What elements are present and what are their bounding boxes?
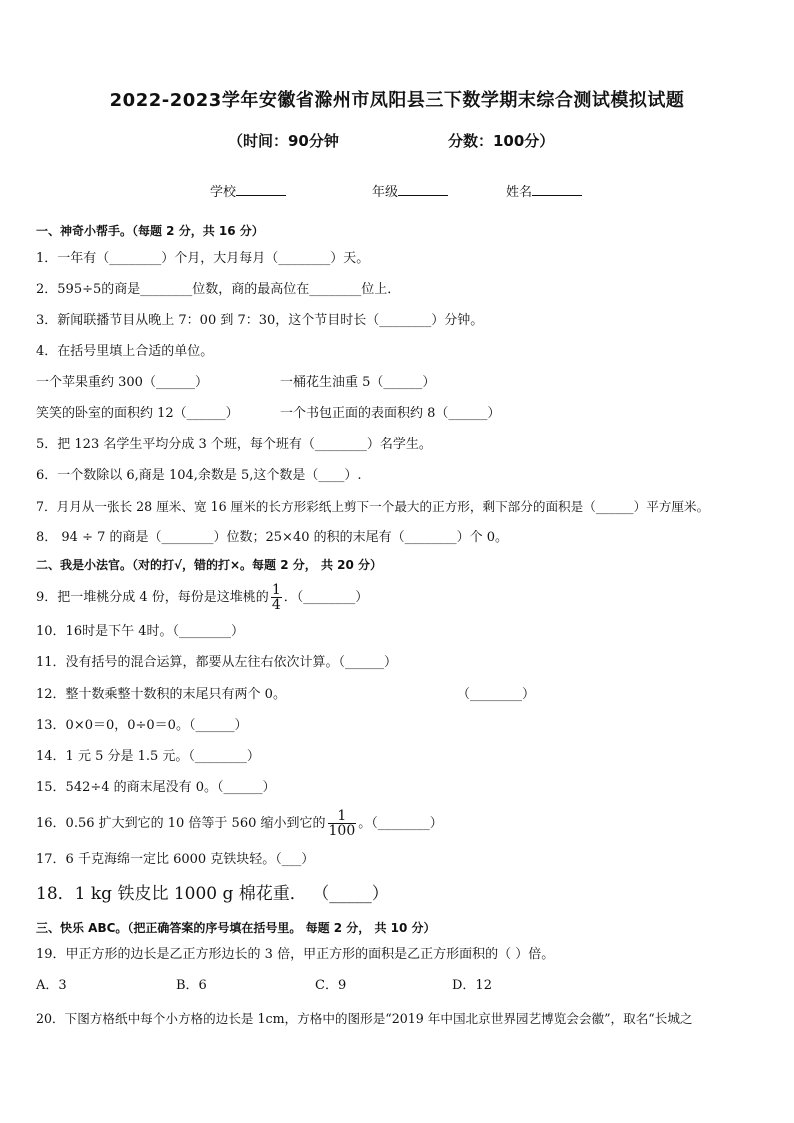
- option-d[interactable]: D．12: [452, 978, 492, 993]
- section-heading-2: 二、我是小法官。（对的打√，错的打×。每题 2 分， 共 20 分）: [36, 558, 382, 572]
- question-6: 6．一个数除以 6,商是 104,余数是 5,这个数是（____）.: [36, 468, 362, 483]
- fraction-numerator: 1: [337, 808, 347, 824]
- question-1: 1．一年有（________）个月，大月每月（________）天。: [36, 251, 370, 266]
- name-field[interactable]: [506, 181, 582, 200]
- fraction-one-quarter: [271, 583, 282, 612]
- option-c[interactable]: C．9: [315, 978, 347, 993]
- question-14: 14．1 元 5 分是 1.5 元。（________）: [36, 749, 260, 764]
- question-9-text: 9．把一堆桃分成 4 份，每份是这堆桃的: [36, 590, 269, 605]
- total-score: 分数：100分）: [448, 132, 555, 150]
- question-16-text: 16．0.56 扩大到它的 10 倍等于 560 缩小到它的: [36, 816, 326, 831]
- question-17: 17．6 千克海绵一定比 6000 克铁块轻。（___）: [36, 852, 315, 867]
- question-15: 15．542÷4 的商末尾没有 0。（______）: [36, 780, 276, 795]
- option-a[interactable]: A．3: [36, 978, 67, 993]
- section-heading-3: 三、快乐 ABC。（把正确答案的序号填在括号里。 每题 2 分， 共 10 分）: [36, 921, 436, 935]
- question-4d: 一个书包正面的表面积约 8（______）: [280, 406, 501, 421]
- question-11: 11．没有括号的混合运算，都要从左往右依次计算。（______）: [36, 655, 398, 670]
- question-5: 5．把 123 名学生平均分成 3 个班，每个班有（________）名学生。: [36, 437, 432, 452]
- question-16: [36, 806, 443, 842]
- fraction-one-hundredth: [328, 809, 357, 838]
- grade-label: 年级: [372, 185, 399, 200]
- question-12-text: 12．整十数乘整十数积的末尾只有两个 0。: [36, 687, 286, 702]
- fraction-denominator: 4: [271, 597, 281, 613]
- question-13: 13．0×0＝0，0÷0＝0。（______）: [36, 718, 248, 733]
- time-limit: （时间：90分钟: [228, 132, 339, 150]
- fraction-denominator: 100: [328, 823, 356, 839]
- grade-field[interactable]: [372, 181, 448, 200]
- question-12: [36, 686, 536, 704]
- question-2: 2．595÷5的商是________位数，商的最高位在________位上．: [36, 282, 401, 297]
- question-4b: 一桶花生油重 5（______）: [280, 375, 436, 390]
- grade-blank[interactable]: [398, 182, 448, 196]
- question-4c: 笑笑的卧室的面积约 12（______）: [36, 406, 239, 421]
- question-19: 19．甲正方形的边长是乙正方形边长的 3 倍，甲正方形的面积是乙正方形面积的（ ）倍。: [36, 947, 555, 962]
- fraction-numerator: 1: [271, 582, 281, 598]
- school-blank[interactable]: [236, 182, 286, 196]
- question-20: 20．下图方格纸中每个小方格的边长是 1cm，方格中的图形是“2019 年中国北京世界园艺博览会会徽”，取名“长城之: [36, 1011, 693, 1026]
- question-9: [36, 580, 368, 616]
- school-field[interactable]: [210, 181, 286, 200]
- question-9-answer: ．（________）: [283, 590, 369, 605]
- exam-title: 2022-2023学年安徽省滁州市凤阳县三下数学期末综合测试模拟试题: [109, 90, 685, 111]
- question-10: 10．16时是下午 4时。（________）: [36, 624, 244, 639]
- question-4: 4．在括号里填上合适的单位。: [36, 344, 214, 359]
- section-heading-1: 一、神奇小帮手。（每题 2 分，共 16 分）: [36, 224, 264, 238]
- name-blank[interactable]: [532, 182, 582, 196]
- question-4a: 一个苹果重约 300（______）: [36, 375, 208, 390]
- name-label: 姓名: [506, 185, 533, 200]
- question-7: 7．月月从一张长 28 厘米、宽 16 厘米的长方形彩纸上剪下一个最大的正方形，剩下部分的面积是（______）平方厘米。: [36, 499, 710, 514]
- school-label: 学校: [210, 185, 237, 200]
- question-3: 3．新闻联播节目从晚上 7：00 到 7：30，这个节目时长（________）分钟。: [36, 313, 484, 328]
- question-16-answer: 。（________）: [358, 816, 443, 831]
- question-18: 18．1 kg 铁皮比 1000 g 棉花重． （_____）: [36, 884, 389, 904]
- question-12-answer: （________）: [457, 687, 536, 702]
- option-b[interactable]: B．6: [176, 978, 207, 993]
- question-8: 8． 94 ÷ 7 的商是（________）位数；25×40 的积的末尾有（________）个 0。: [36, 530, 509, 545]
